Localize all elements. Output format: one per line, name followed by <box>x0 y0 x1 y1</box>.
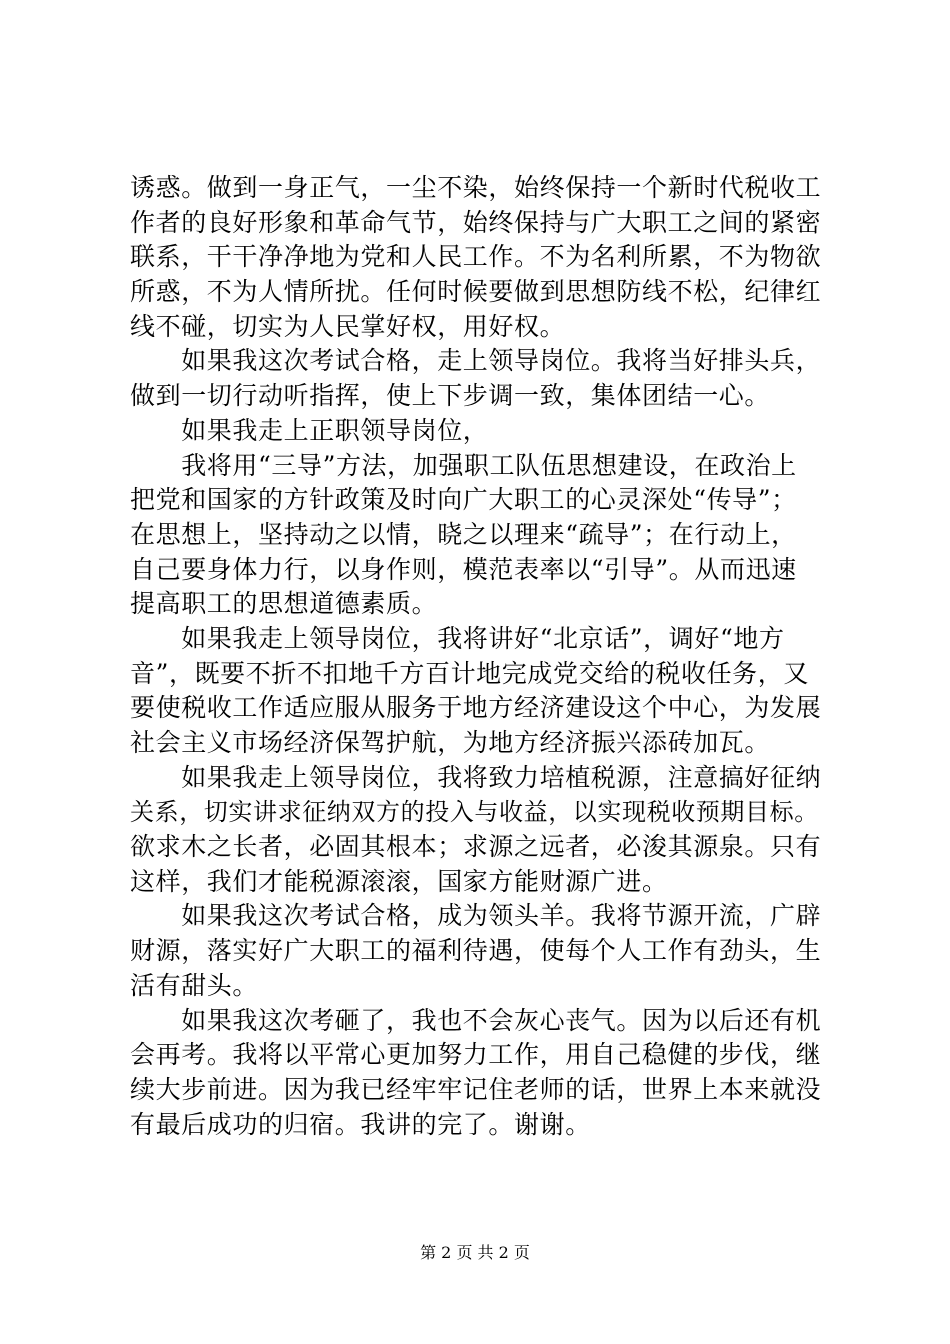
text-line: 把党和国家的方针政策及时向广大职工的心灵深处“传导”； <box>130 485 797 515</box>
text-line: 联系，干干净净地为党和人民工作。不为名利所累，不为物欲 <box>130 242 822 272</box>
body-text <box>130 171 830 1142</box>
text-line: 要使税收工作适应服从服务于地方经济建设这个中心，为发展 <box>130 693 822 723</box>
text-line: 欲求木之长者，必固其根本；求源之远者，必浚其源泉。只有 <box>130 832 822 862</box>
text-line: 会再考。我将以平常心更加努力工作，用自己稳健的步伐，继 <box>130 1040 822 1070</box>
text-line: 线不碰，切实为人民掌好权，用好权。 <box>130 311 566 341</box>
text-line: 音”，既要不折不扣地千方百计地完成党交给的税收任务，又 <box>130 658 809 688</box>
text-line: 活有甜头。 <box>130 970 259 1000</box>
text-line: 这样，我们才能税源滚滚，国家方能财源广进。 <box>130 866 668 896</box>
text-line: 如果我走上正职领导岗位， <box>130 415 489 445</box>
text-line: 续大步前进。因为我已经牢牢记住老师的话，世界上本来就没 <box>130 1074 822 1104</box>
text-line: 自己要身体力行，以身作则，模范表率以“引导”。从而迅速 <box>130 554 797 584</box>
page-number-footer: 第 2 页 共 2 页 <box>420 1243 530 1262</box>
text-line: 如果我走上领导岗位，我将讲好“北京话”，调好“地方 <box>130 623 785 653</box>
text-line: 我将用“三导”方法，加强职工队伍思想建设，在政治上 <box>130 450 797 480</box>
text-line: 诱惑。做到一身正气，一尘不染，始终保持一个新时代税收工 <box>130 173 822 202</box>
text-line: 如果我走上领导岗位，我将致力培植税源，注意搞好征纳 <box>130 762 822 792</box>
text-line: 所惑，不为人情所扰。任何时候要做到思想防线不松，纪律红 <box>130 277 822 307</box>
text-line: 如果我这次考试合格，走上领导岗位。我将当好排头兵， <box>130 346 822 376</box>
text-line: 关系，切实讲求征纳双方的投入与收益，以实现税收预期目标。 <box>130 798 819 827</box>
text-line: 如果我这次考试合格，成为领头羊。我将节源开流，广辟 <box>130 901 822 931</box>
text-line: 财源，落实好广大职工的福利待遇，使每个人工作有劲头，生 <box>130 936 822 966</box>
text-line: 做到一切行动听指挥，使上下步调一致，集体团结一心。 <box>130 381 771 411</box>
text-line: 有最后成功的归宿。我讲的完了。谢谢。 <box>130 1109 591 1139</box>
text-line: 如果我这次考砸了，我也不会灰心丧气。因为以后还有机 <box>130 1005 822 1035</box>
text-line: 社会主义市场经济保驾护航，为地方经济振兴添砖加瓦。 <box>130 728 771 757</box>
text-line: 提高职工的思想道德素质。 <box>130 589 438 619</box>
text-line: 在思想上，坚持动之以情，晓之以理来“疏导”；在行动上， <box>130 519 797 549</box>
text-line: 作者的良好形象和革命气节，始终保持与广大职工之间的紧密 <box>130 207 822 237</box>
